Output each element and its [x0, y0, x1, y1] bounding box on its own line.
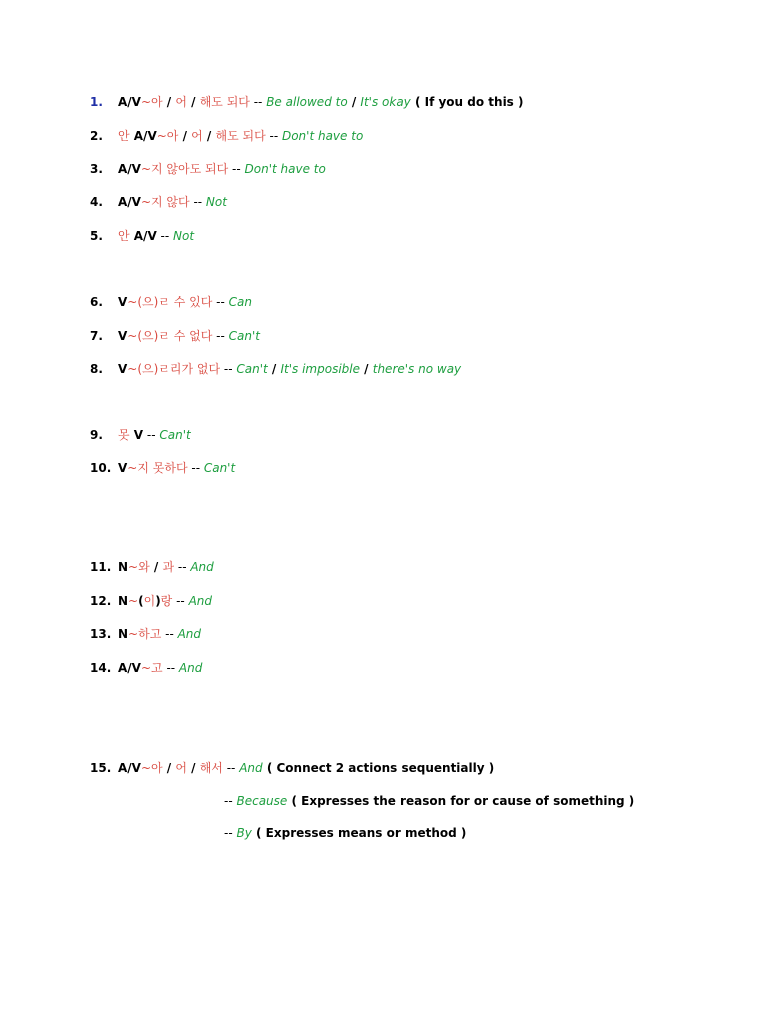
grammar-text: /	[162, 761, 176, 775]
grammar-text: /	[202, 129, 216, 143]
grammar-text: /	[186, 761, 200, 775]
item-number: 11.	[90, 560, 112, 574]
meaning-text: Because	[236, 794, 288, 808]
grammar-text: /	[149, 560, 163, 574]
list-item	[90, 128, 363, 144]
grammar-text: A/V	[129, 129, 157, 143]
grammar-text: /	[186, 95, 200, 109]
grammar-text: --	[143, 428, 160, 442]
meaning-text: Can't	[236, 362, 268, 376]
meaning-text: Can	[228, 295, 252, 309]
korean-text: ~	[128, 594, 139, 608]
item-number: 5.	[90, 229, 103, 243]
grammar-text: /	[178, 129, 192, 143]
grammar-text: --	[224, 794, 237, 808]
korean-text: ~지 않다	[140, 195, 190, 209]
grammar-text: V	[118, 461, 128, 475]
korean-text: 랑	[160, 594, 173, 608]
grammar-text: V	[129, 428, 144, 442]
meaning-text: Be allowed to	[266, 95, 348, 109]
list-item	[90, 460, 235, 476]
grammar-text: --	[220, 362, 237, 376]
grammar-text: N	[118, 627, 129, 641]
item-number: 3.	[90, 162, 103, 176]
grammar-text: A/V	[118, 761, 141, 775]
item-number: 15.	[90, 761, 112, 775]
grammar-text: ( If you do this )	[410, 95, 524, 109]
grammar-text: A/V	[118, 195, 141, 209]
korean-text: ~(으)ㄹ 수 있다	[127, 295, 213, 309]
list-item	[90, 161, 326, 177]
list-item	[90, 94, 523, 110]
list-item	[90, 593, 212, 609]
korean-text: 못	[118, 428, 130, 442]
grammar-text: ( Connect 2 actions sequentially )	[262, 761, 495, 775]
meaning-text: And	[178, 661, 203, 675]
item-number: 4.	[90, 195, 103, 209]
grammar-text: --	[224, 826, 237, 840]
grammar-text: --	[212, 295, 229, 309]
korean-text: ~(으)ㄹ 수 없다	[127, 329, 213, 343]
meaning-text: And	[190, 560, 214, 574]
grammar-text: /	[267, 362, 281, 376]
list-item	[90, 228, 194, 244]
list-item	[90, 294, 252, 310]
korean-text: ~와	[128, 560, 150, 574]
meaning-text: And	[177, 627, 202, 641]
list-item	[90, 361, 461, 377]
item-number: 8.	[90, 362, 103, 376]
korean-text: ~	[140, 95, 152, 109]
grammar-text: N	[118, 594, 129, 608]
meaning-text: Can't	[203, 461, 236, 475]
grammar-text: --	[187, 461, 204, 475]
korean-text: 안	[118, 129, 130, 143]
korean-text: 어	[175, 95, 187, 109]
grammar-text: --	[156, 229, 174, 243]
meaning-text: Don't have to	[244, 162, 326, 176]
korean-text: 해서	[199, 761, 223, 775]
list-item	[90, 559, 214, 575]
grammar-text: V	[118, 295, 128, 309]
item-number: 2.	[90, 129, 103, 143]
grammar-text: ( Expresses means or method )	[251, 826, 467, 840]
korean-text: ~하고	[128, 627, 162, 641]
grammar-text: --	[212, 329, 229, 343]
grammar-text: --	[172, 594, 189, 608]
grammar-text: (	[138, 594, 144, 608]
korean-text: ~(으)ㄹ리가 없다	[127, 362, 221, 376]
korean-text: ~아	[140, 761, 163, 775]
grammar-text: /	[347, 95, 361, 109]
grammar-text: A/V	[118, 661, 141, 675]
meaning-text: Can't	[228, 329, 260, 343]
grammar-text: V	[118, 362, 128, 376]
meaning-text: Not	[173, 229, 195, 243]
list-item	[90, 328, 260, 344]
list-item	[90, 194, 227, 210]
list-item	[90, 760, 494, 776]
meaning-text: By	[236, 826, 252, 840]
item-number: 14.	[90, 661, 112, 675]
sub-meaning-line	[224, 825, 466, 841]
grammar-text: --	[228, 162, 245, 176]
meaning-text: It's okay	[360, 95, 411, 109]
item-number: 1.	[90, 95, 103, 109]
grammar-text: A/V	[118, 162, 141, 176]
meaning-text: Not	[205, 195, 227, 209]
grammar-text: --	[162, 661, 179, 675]
meaning-text: And	[239, 761, 263, 775]
grammar-text: --	[161, 627, 178, 641]
grammar-text: ( Expresses the reason for or cause of something )	[287, 794, 635, 808]
item-number: 9.	[90, 428, 103, 442]
grammar-text: V	[118, 329, 128, 343]
korean-text: 이	[143, 594, 156, 608]
list-item	[90, 427, 191, 443]
korean-text: 아	[151, 95, 163, 109]
korean-text: 과	[162, 560, 175, 574]
meaning-text: Don't have to	[281, 129, 364, 143]
meaning-text: It's imposible	[280, 362, 360, 376]
korean-text: 해도 되다	[199, 95, 250, 109]
grammar-text: A/V	[118, 95, 141, 109]
sub-meaning-line	[224, 793, 634, 809]
grammar-text: --	[249, 95, 267, 109]
korean-text: ~아	[156, 129, 179, 143]
korean-text: ~고	[140, 661, 163, 675]
meaning-text: Can't	[159, 428, 191, 442]
list-item	[90, 626, 201, 642]
korean-text: 해도 되다	[215, 129, 266, 143]
grammar-text: A/V	[129, 229, 157, 243]
grammar-text: )	[155, 594, 161, 608]
item-number: 10.	[90, 461, 112, 475]
grammar-text: --	[189, 195, 206, 209]
korean-text: ~지 못하다	[127, 461, 188, 475]
item-number: 12.	[90, 594, 112, 608]
grammar-text: --	[174, 560, 191, 574]
list-item	[90, 660, 202, 676]
item-number: 7.	[90, 329, 103, 343]
meaning-text: there's no way	[372, 362, 462, 376]
meaning-text: And	[188, 594, 212, 608]
korean-text: ~지 않아도 되다	[140, 162, 229, 176]
grammar-text: --	[265, 129, 282, 143]
grammar-text: N	[118, 560, 129, 574]
item-number: 13.	[90, 627, 112, 641]
korean-text: 어	[191, 129, 203, 143]
grammar-text: --	[222, 761, 240, 775]
korean-text: 안	[118, 229, 130, 243]
korean-text: 어	[175, 761, 187, 775]
grammar-text: /	[162, 95, 176, 109]
item-number: 6.	[90, 295, 103, 309]
grammar-text: /	[360, 362, 373, 376]
